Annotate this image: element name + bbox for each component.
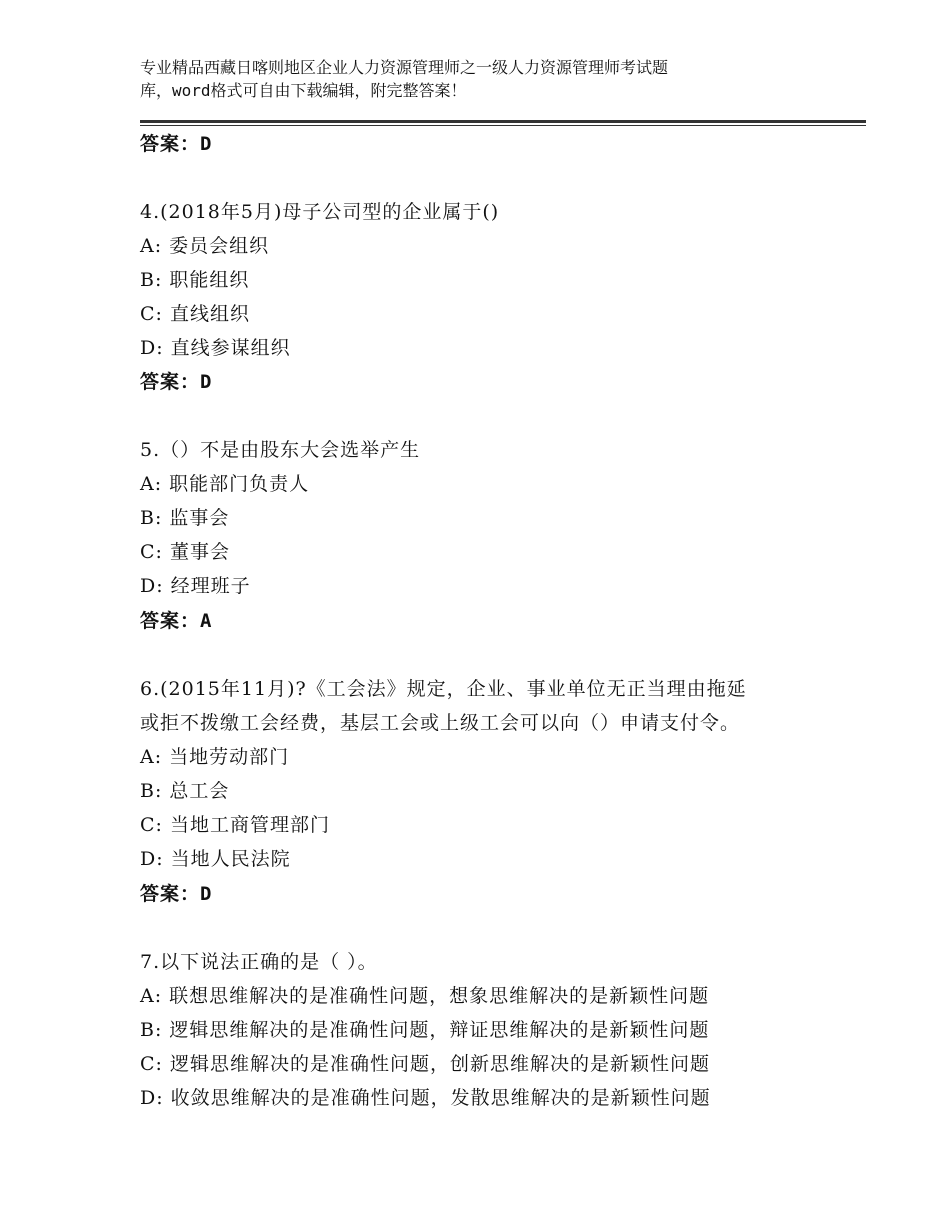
q5-option-b: B: 监事会 [140,507,230,529]
q6-option-b: B: 总工会 [140,780,230,802]
q5-option-c: C: 董事会 [140,541,230,563]
q7-option-b: B: 逻辑思维解决的是准确性问题，辩证思维解决的是新颖性问题 [140,1019,710,1041]
q6-stem-line-1: 6.(2015年11月)?《工会法》规定，企业、事业单位无正当理由拖延 [140,678,747,700]
q6-option-c: C: 当地工商管理部门 [140,814,330,836]
q3-answer: 答案：D [140,133,213,155]
q5-option-a: A: 职能部门负责人 [140,473,310,495]
q6-stem-line-2: 或拒不拨缴工会经费，基层工会或上级工会可以向（）申请支付令。 [140,712,741,734]
q4-option-a: A: 委员会组织 [140,235,270,257]
q7-stem: 7.以下说法正确的是（ ）。 [140,951,378,973]
q5-stem: 5.（）不是由股东大会选举产生 [140,439,421,461]
q6-option-d: D: 当地人民法院 [140,848,291,870]
header-divider-thick [140,120,866,123]
q4-option-d: D: 直线参谋组织 [140,337,291,359]
q5-answer: 答案：A [140,610,213,632]
q4-option-b: B: 职能组织 [140,269,250,291]
q7-option-d: D: 收敛思维解决的是准确性问题，发散思维解决的是新颖性问题 [140,1087,711,1109]
q4-stem: 4.(2018年5月)母子公司型的企业属于() [140,201,500,223]
page-header [140,56,780,102]
header-line-1: 专业精品西藏日喀则地区企业人力资源管理师之一级人力资源管理师考试题 [140,58,669,77]
q4-answer: 答案：D [140,371,213,393]
q6-option-a: A: 当地劳动部门 [140,746,290,768]
q6-answer: 答案：D [140,883,213,905]
q4-option-c: C: 直线组织 [140,303,250,325]
q5-option-d: D: 经理班子 [140,575,251,597]
q7-option-a: A: 联想思维解决的是准确性问题，想象思维解决的是新颖性问题 [140,985,710,1007]
q7-option-c: C: 逻辑思维解决的是准确性问题，创新思维解决的是新颖性问题 [140,1053,710,1075]
header-divider-thin [140,125,866,126]
header-line-2: 库，word格式可自由下载编辑，附完整答案！ [140,81,467,100]
